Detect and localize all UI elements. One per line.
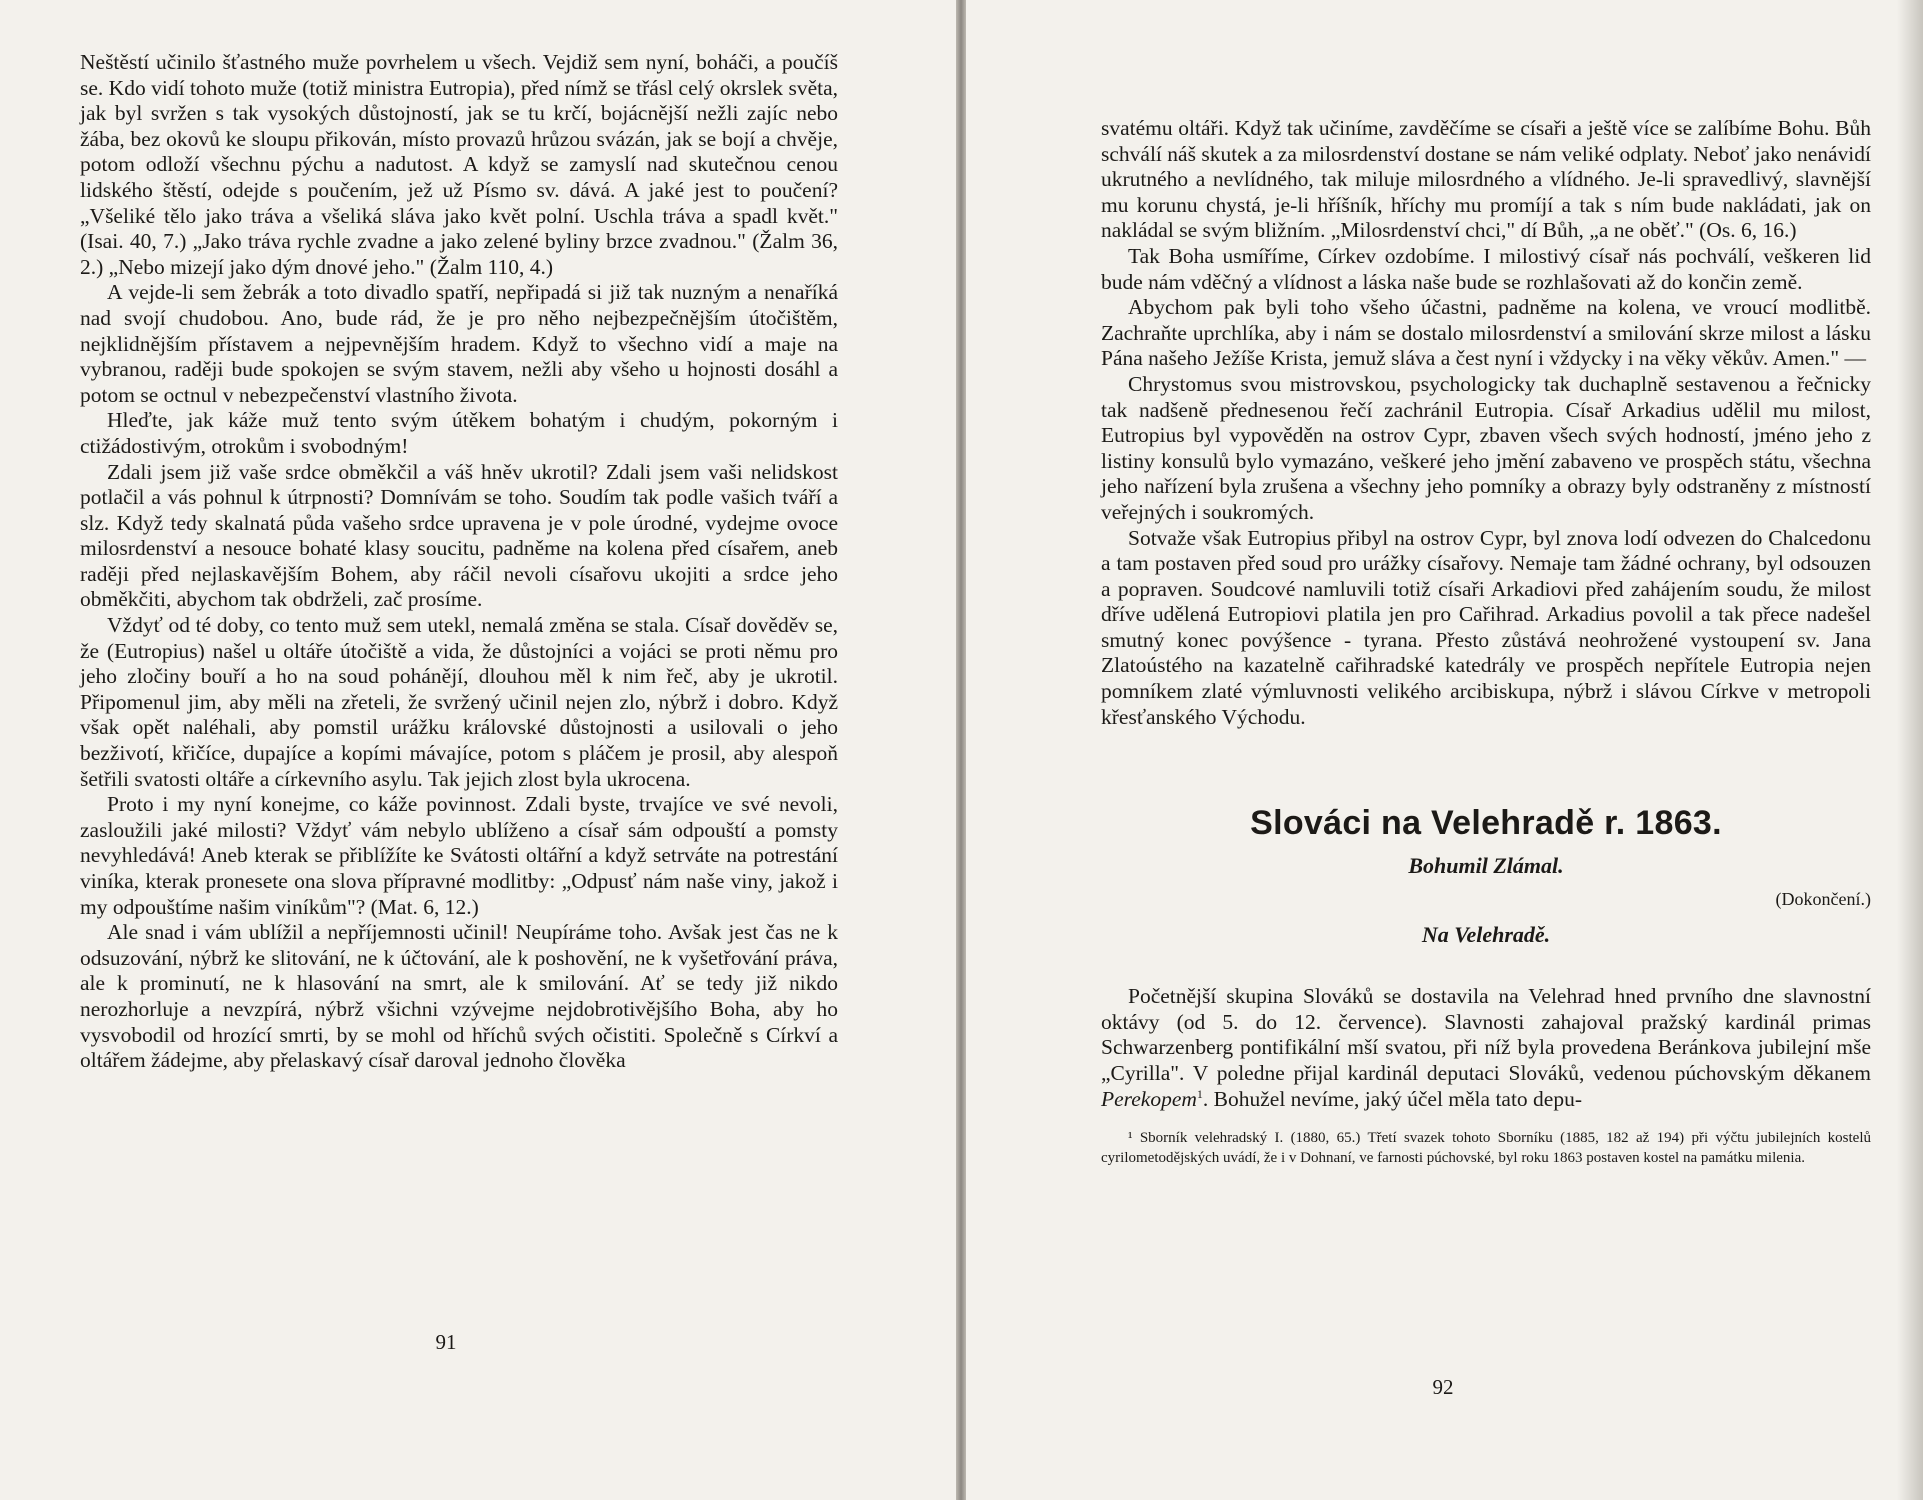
paragraph: A vejde-li sem žebrák a toto divadlo spatří, nepřipadá si již tak nuzným a nenaříká nad svojí chudobou. Ano, bude rád, že je pro něho nejbezpečnějším útočištěm, nejklidnějším přístavem a nejpevnějším hradem. Když to všechno vidí a maje na vybranou, raději bude spokojen se svým stavem, nežli aby všeho u hojnosti dosáhl a potom se octnul v nebezpečenství vlastního života. (80, 280, 838, 407)
book-gutter (956, 0, 966, 1500)
footnote-marker: 1 (1196, 1086, 1203, 1101)
paragraph: Vždyť od té doby, co tento muž sem utekl, nemalá změna se stala. Císař dověděv se, že (Eutropius) našel u oltáře útočiště a vida, že důstojníci a vojáci se proti němu pro jeho zločiny bouří a ho na soud pohánějí, dlouhou měl k nim řeč, aby je ukrotil. Připomenul jim, aby měli na zřeteli, že svržený učinil nejen zlo, nýbrž i dobro. Když však opět naléhali, aby pomstil urážku královské důstojnosti a usilovali o jeho bezživotí, křičíce, dupajíce a kopími mávajíce, potom s pláčem je prosil, aby alespoň šetřili svatosti oltáře a církevního asylu. Tak jejich zlost byla ukrocena. (80, 613, 838, 791)
paragraph: Chrystomus svou mistrovskou, psychologicky tak duchaplně sestavenou a řečnicky tak nadšeně přednesenou řečí zachránil Eutropia. Císař Arkadius udělil mu milost, Eutropius byl vypověděn na ostrov Cypr, zbaven všech svých hodností, jméno jeho z listiny konsulů bylo vymazáno, veškeré jeho jmění zabaveno ve prospěch státu, všechna jeho nařízení byla zrušena a všechny jeho pomníky a obrazy byly odstraněny z místností veřejných i soukromých. (1101, 371, 1871, 524)
paragraph: Sotvaže však Eutropius přibyl na ostrov Cypr, byl znova lodí odvezen do Chalcedonu a tam postaven před soud pro urážky císařovy. Nemaje tam žádné ochrany, byl odsouzen a popraven. Soudcové namluvili totiž císaři Arkadiovi před zahájením soudu, že milost dříve udělená Eutropiovi platila jen pro Cařihrad. Arkadius povolil a tak přece nadešel smutný konec povýšence - tyrana. Přesto zůstává neohrožené vystoupení sv. Jana Zlatoústého na kazatelně cařihradské katedrály ve prospěch nepřítele Eutropia nejen pomníkem zlaté výmluvnosti velikého arcibiskupa, nýbrž i slávou Církve v metropoli křesťanského Východu. (1101, 525, 1871, 729)
page-number: 92 (1432, 1375, 1454, 1399)
paragraph: svatému oltáři. Když tak učiníme, zavděčíme se císaři a ještě více se zalíbíme Bohu. Bůh schválí náš skutek a za milosrdenství dostane se nám veliké odplaty. Neboť jako nenávidí ukrutného a nevlídného, tak miluje milosrdného a vlídného. Je-li spravedlivý, slavnější mu korunu chystá, je-li hříšník, hříchy mu promíjí a tak s ním bude nakládati, jak on nakládal se svým bližním. „Milosrdenství chci," dí Bůh, „a ne oběť." (Os. 6, 16.) (1101, 116, 1871, 243)
left-page (0, 0, 956, 1500)
paragraph: Proto i my nyní konejme, co káže povinnost. Zdali byste, trvajíce ve své nevoli, zasloužili jaké milosti? Vždyť vám nebylo ublíženo a císař sám odpouští a pomsty nevyhledává! Aneb kterak se přiblížíte ke Svátosti oltářní a když setrváte na potrestání viníka, kterak pronesete ona slova přípravné modlitby: „Odpusť nám naše viny, jakož i my odpouštíme našim viníkům"? (Mat. 6, 12.) (80, 792, 838, 919)
paragraph: Zdali jsem již vaše srdce obměkčil a váš hněv ukrotil? Zdali jsem vaši nelidskost potlačil a vás pohnul k útrpnosti? Domnívám se toho. Soudím tak podle vašich tváří a slz. Když tedy skalnatá půda vašeho srdce upravena je v pole úrodné, vydejme ovoce milosrdenství a nesouce bohaté klasy soucitu, padněme na kolena před císařem, aneb raději před nejlaskavějším Bohem, aby ráčil nevoli císařovu ukojiti a srdce jeho obměkčiti, abychom tak obdrželi, zač prosíme. (80, 459, 838, 612)
paragraph: Tak Boha usmíříme, Církev ozdobíme. I milostivý císař nás pochválí, veškeren lid bude nám vděčný a vlídnost a láska naše bude se rozhlašovati až do končin země. (1101, 243, 1871, 294)
paragraph: Ale snad i vám ublížil a nepříjemnosti učinil! Neupíráme toho. Avšak jest čas ne k odsuzování, nýbrž ke slitování, ne k účtování, ale k poshovění, ne k vyšetřování práva, ale k prominutí, ne k hlasování na smrt, ale k smilování. Ať se tedy již nikdo nerozhorluje a nevzpírá, nýbrž všichni vzývejme nejdobrotivějšího Boha, aby ho vysvobodil od hrozící smrti, by se mohl od hříchů svých očistiti. Společně s Církví a oltářem žádejme, aby přelaskavý císař daroval jednoho člověka (80, 920, 838, 1073)
paragraph-text: Početnější skupina Slováků se dostavila na Velehrad hned prvního dne slavnostní oktávy (od 5. do 12. července). Slavnosti zahajoval pražský kardinál primas Schwarzenberg pontifikální mší svatou, při níž byla provedena Beránkova jubilejní mše „Cyrilla". V poledne přijal kardinál deputaci Slováků, vedenou púchovským děkanem (1101, 984, 1871, 1086)
paragraph: Abychom pak byli toho všeho účastni, padněme na kolena, ve vroucí modlitbě. Zachraňte uprchlíka, aby i nám se dostalo milosrdenství a smilování skrze milost a lásku Pána našeho Ježíše Krista, jemuž sláva a čest nyní i vždycky i na věky věkův. Amen." — (1101, 295, 1871, 371)
right-page (966, 0, 1923, 1500)
section-heading: Na Velehradě. (1421, 922, 1551, 948)
emphasized-name: Perekopem (1101, 1086, 1197, 1111)
page-number: 91 (435, 1330, 457, 1354)
continuation-note: (Dokončení.) (1775, 889, 1871, 910)
page-edge-shadow (1897, 0, 1923, 1500)
paragraph: Neštěstí učinilo šťastného muže povrhelem u všech. Vejdiž sem nyní, boháči, a poučíš se. Kdo vidí tohoto muže (totiž ministra Eutropia), před nímž se třásl celý okrslek světa, jak byl svržen s tak vysokých důstojností, jak se tu krčí, bojácnější nežli zajíc nebo žába, bez okovů ke sloupu přikován, místo provazů hrůzou svázán, jak se bojí a chvěje, potom odloží všechnu pýchu a nadutost. A když se zamyslí nad skutečnou cenou lidského štěstí, odejde s poučením, jež už Písmo sv. dává. A jaké jest to poučení? „Všeliké tělo jako tráva a všeliká sláva jako květ polní. Uschla tráva a spadl květ." (Isai. 40, 7.) „Jako tráva rychle zvadne a jako zelené byliny brzce zvadnou." (Žalm 36, 2.) „Nebo mizejí jako dým dnové jeho." (Žalm 110, 4.) (80, 50, 838, 279)
article-author: Bohumil Zlámal. (1408, 853, 1564, 879)
paragraph-text: . Bohužel nevíme, jaký účel měla tato depu- (1202, 1086, 1583, 1111)
article-paragraph (1101, 984, 1871, 1112)
footnote: ¹ Sborník velehradský I. (1880, 65.) Třetí svazek tohoto Sborníku (1885, 182 až 194) při výčtu jubilejních kostelů cyrilometodějských uvádí, že i v Dohnaní, ve farnosti púchovské, byl roku 1863 postaven kostel na památku milenia. (1101, 1130, 1871, 1167)
article-title: Slováci na Velehradě r. 1863. (1250, 804, 1722, 843)
paragraph: Hleďte, jak káže muž tento svým útěkem bohatým i chudým, pokorným i ctižádostivým, otrokům i svobodným! (80, 408, 838, 458)
